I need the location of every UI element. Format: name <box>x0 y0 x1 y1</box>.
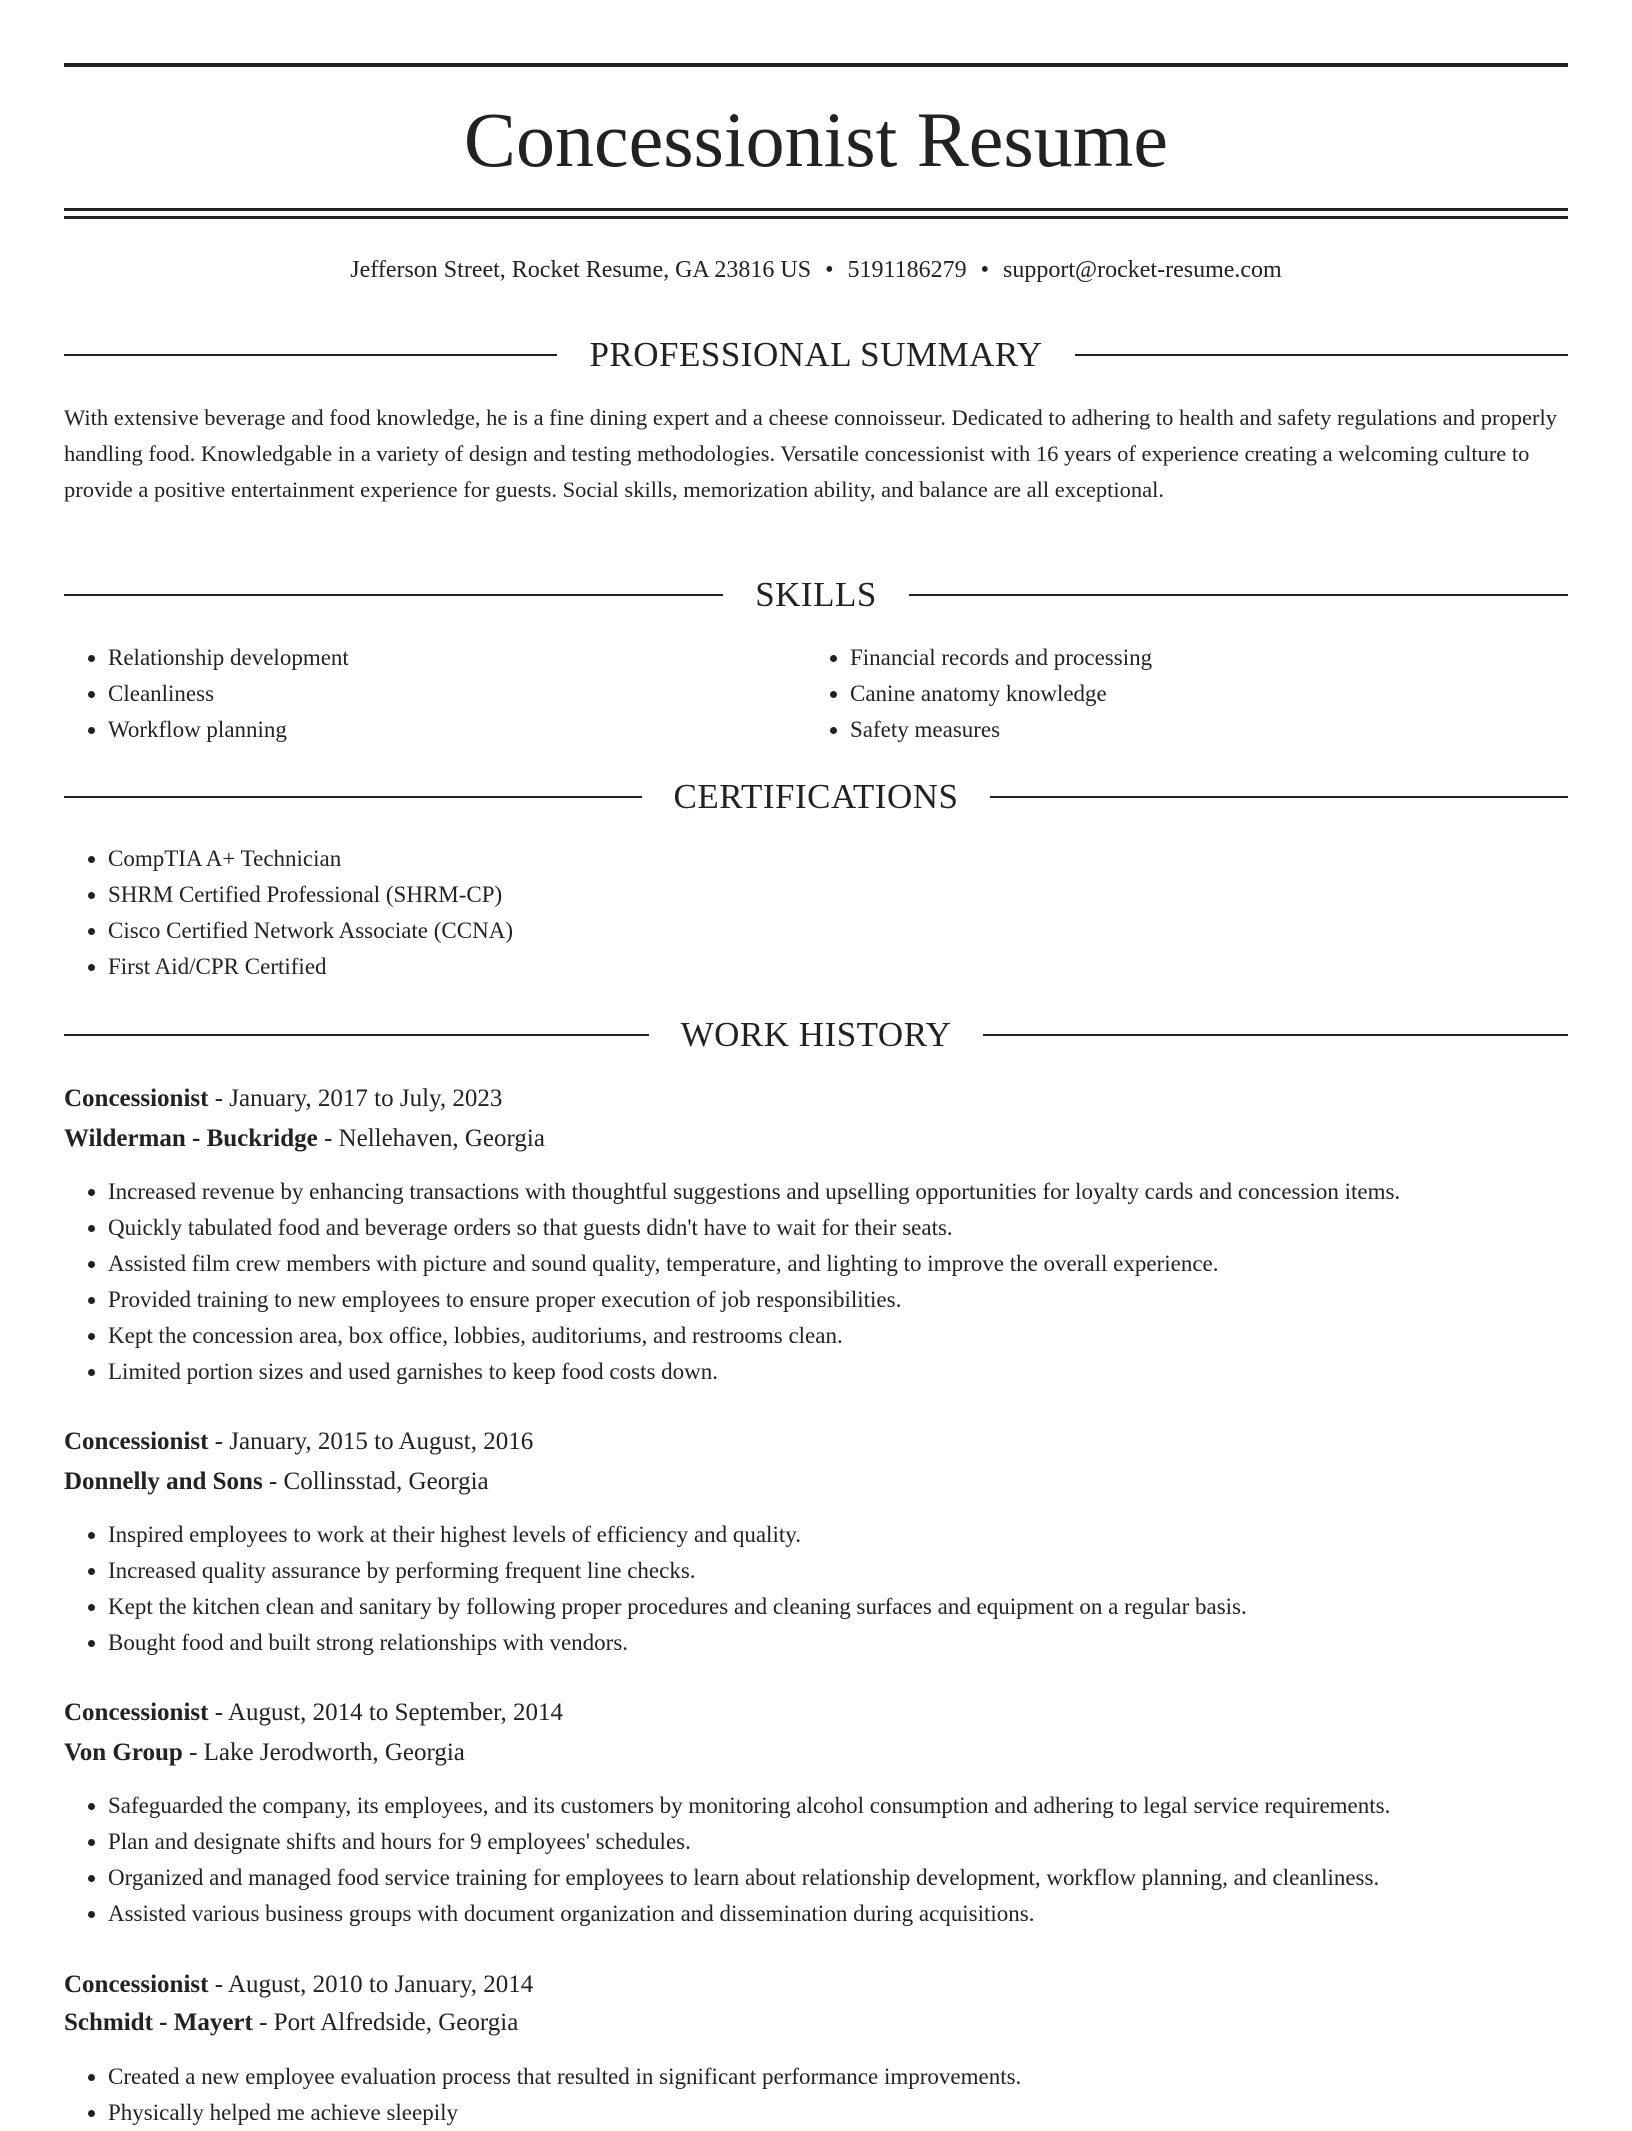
skills-list-left <box>64 640 349 748</box>
section-title: PROFESSIONAL SUMMARY <box>589 335 1043 374</box>
heading-rule-left <box>64 594 723 596</box>
title-rule-upper <box>64 208 1568 211</box>
job-bullets <box>64 2059 1021 2131</box>
heading-rule-left <box>64 1034 649 1036</box>
job-title-line <box>64 1967 1568 2003</box>
skill-item: • Canine anatomy knowledge <box>850 676 1152 712</box>
certification-item: • SHRM Certified Professional (SHRM-CP) <box>108 877 513 913</box>
contact-line <box>64 254 1568 286</box>
job-location: - Collinsstad, Georgia <box>262 1468 489 1495</box>
section-heading-skills <box>64 573 1568 617</box>
job-title-line <box>64 1081 1568 1117</box>
job-company: Wilderman - Buckridge <box>64 1125 318 1152</box>
skill-item: • Safety measures <box>850 712 1152 748</box>
job-bullets <box>64 1788 1390 1932</box>
job-company-line <box>64 1121 1568 1157</box>
job-company-line <box>64 2005 1568 2041</box>
section-title: SKILLS <box>755 575 877 614</box>
job-bullet: • Physically helped me achieve sleepily <box>108 2095 1021 2131</box>
job-bullet: • Bought food and built strong relationships with vendors. <box>108 1625 1247 1661</box>
certification-item: • Cisco Certified Network Associate (CCNA) <box>108 913 513 949</box>
skills-list-right <box>806 640 1152 748</box>
job-bullet: • Safeguarded the company, its employees, and its customers by monitoring alcohol consumption and adhering to legal service requirements. <box>108 1788 1390 1824</box>
contact-phone: 5191186279 <box>847 257 967 283</box>
certification-item: • First Aid/CPR Certified <box>108 949 513 985</box>
job-dates: - August, 2010 to January, 2014 <box>208 1971 534 1998</box>
job-title-line <box>64 1695 1568 1731</box>
job-title: Concessionist <box>64 1699 209 1726</box>
skill-item: • Financial records and processing <box>850 640 1152 676</box>
section-title: WORK HISTORY <box>680 1015 952 1054</box>
job-bullet: • Quickly tabulated food and beverage orders so that guests didn't have to wait for their seats. <box>108 1210 1400 1246</box>
heading-rule-right <box>983 1034 1568 1036</box>
title-rule-lower <box>64 216 1568 219</box>
job-dates: - August, 2014 to September, 2014 <box>208 1699 563 1726</box>
job-bullet: • Provided training to new employees to ensure proper execution of job responsibilities. <box>108 1282 1400 1318</box>
skill-item: • Cleanliness <box>108 676 349 712</box>
contact-separator: • <box>825 257 834 283</box>
job-company-line <box>64 1464 1568 1500</box>
job-dates: - January, 2017 to July, 2023 <box>208 1085 503 1112</box>
job-bullet: • Kept the kitchen clean and sanitary by following proper procedures and cleaning surfaces and equipment on a regular basis. <box>108 1589 1247 1625</box>
skill-item: • Relationship development <box>108 640 349 676</box>
contact-address: Jefferson Street, Rocket Resume, GA 23816 US <box>350 257 812 283</box>
job-bullet: • Limited portion sizes and used garnishes to keep food costs down. <box>108 1354 1400 1390</box>
section-heading-certifications <box>64 775 1568 819</box>
summary-text: With extensive beverage and food knowledge, he is a fine dining expert and a cheese connoisseur. Dedicated to adhering to health and safety regulations and properly handling food. Knowledgable in a variety of design and testing methodologies. Versatile concessionist with 16 years of experience creating a welcoming culture to provide a positive entertainment experience for guests. Social skills, memorization ability, and balance are all exceptional. <box>64 405 1557 502</box>
job-company: Schmidt - Mayert <box>64 2009 253 2036</box>
job-location: - Nellehaven, Georgia <box>317 1125 545 1152</box>
job-bullets <box>64 1517 1247 1661</box>
heading-rule-left <box>64 796 642 798</box>
job-bullet: • Plan and designate shifts and hours for 9 employees' schedules. <box>108 1824 1390 1860</box>
job-company: Von Group <box>64 1739 183 1766</box>
section-heading-summary <box>64 333 1568 377</box>
job-title: Concessionist <box>64 1428 209 1455</box>
top-rule <box>64 63 1568 67</box>
job-bullet: • Assisted various business groups with document organization and dissemination during acquisitions. <box>108 1896 1390 1932</box>
job-bullet: • Increased revenue by enhancing transactions with thoughtful suggestions and upselling opportunities for loyalty cards and concession items. <box>108 1174 1400 1210</box>
skill-item: • Workflow planning <box>108 712 349 748</box>
job-bullet: • Increased quality assurance by performing frequent line checks. <box>108 1553 1247 1589</box>
job-company-line <box>64 1735 1568 1771</box>
job-dates: - January, 2015 to August, 2016 <box>208 1428 534 1455</box>
heading-rule-right <box>1075 354 1568 356</box>
job-company: Donnelly and Sons <box>64 1468 263 1495</box>
certifications-list <box>64 841 513 985</box>
job-bullets <box>64 1174 1400 1390</box>
page-title: Concessionist Resume <box>463 96 1169 183</box>
certification-item: • CompTIA A+ Technician <box>108 841 513 877</box>
contact-email[interactable]: support@rocket-resume.com <box>1003 257 1282 283</box>
job-bullet: • Kept the concession area, box office, lobbies, auditoriums, and restrooms clean. <box>108 1318 1400 1354</box>
contact-separator: • <box>980 257 990 283</box>
heading-rule-right <box>909 594 1568 596</box>
job-location: - Lake Jerodworth, Georgia <box>182 1739 465 1766</box>
job-bullet: • Inspired employees to work at their highest levels of efficiency and quality. <box>108 1517 1247 1553</box>
section-heading-work-history <box>64 1013 1568 1057</box>
job-bullet: • Assisted film crew members with picture and sound quality, temperature, and lighting to improve the overall experience. <box>108 1246 1400 1282</box>
job-bullet: • Organized and managed food service training for employees to learn about relationship development, workflow planning, and cleanliness. <box>108 1860 1390 1896</box>
job-title: Concessionist <box>64 1971 209 1998</box>
job-title-line <box>64 1424 1568 1460</box>
heading-rule-left <box>64 354 557 356</box>
section-title: CERTIFICATIONS <box>673 777 959 816</box>
job-title: Concessionist <box>64 1085 209 1112</box>
heading-rule-right <box>990 796 1568 798</box>
job-bullet: • Created a new employee evaluation process that resulted in significant performance improvements. <box>108 2059 1021 2095</box>
job-location: - Port Alfredside, Georgia <box>252 2009 519 2036</box>
